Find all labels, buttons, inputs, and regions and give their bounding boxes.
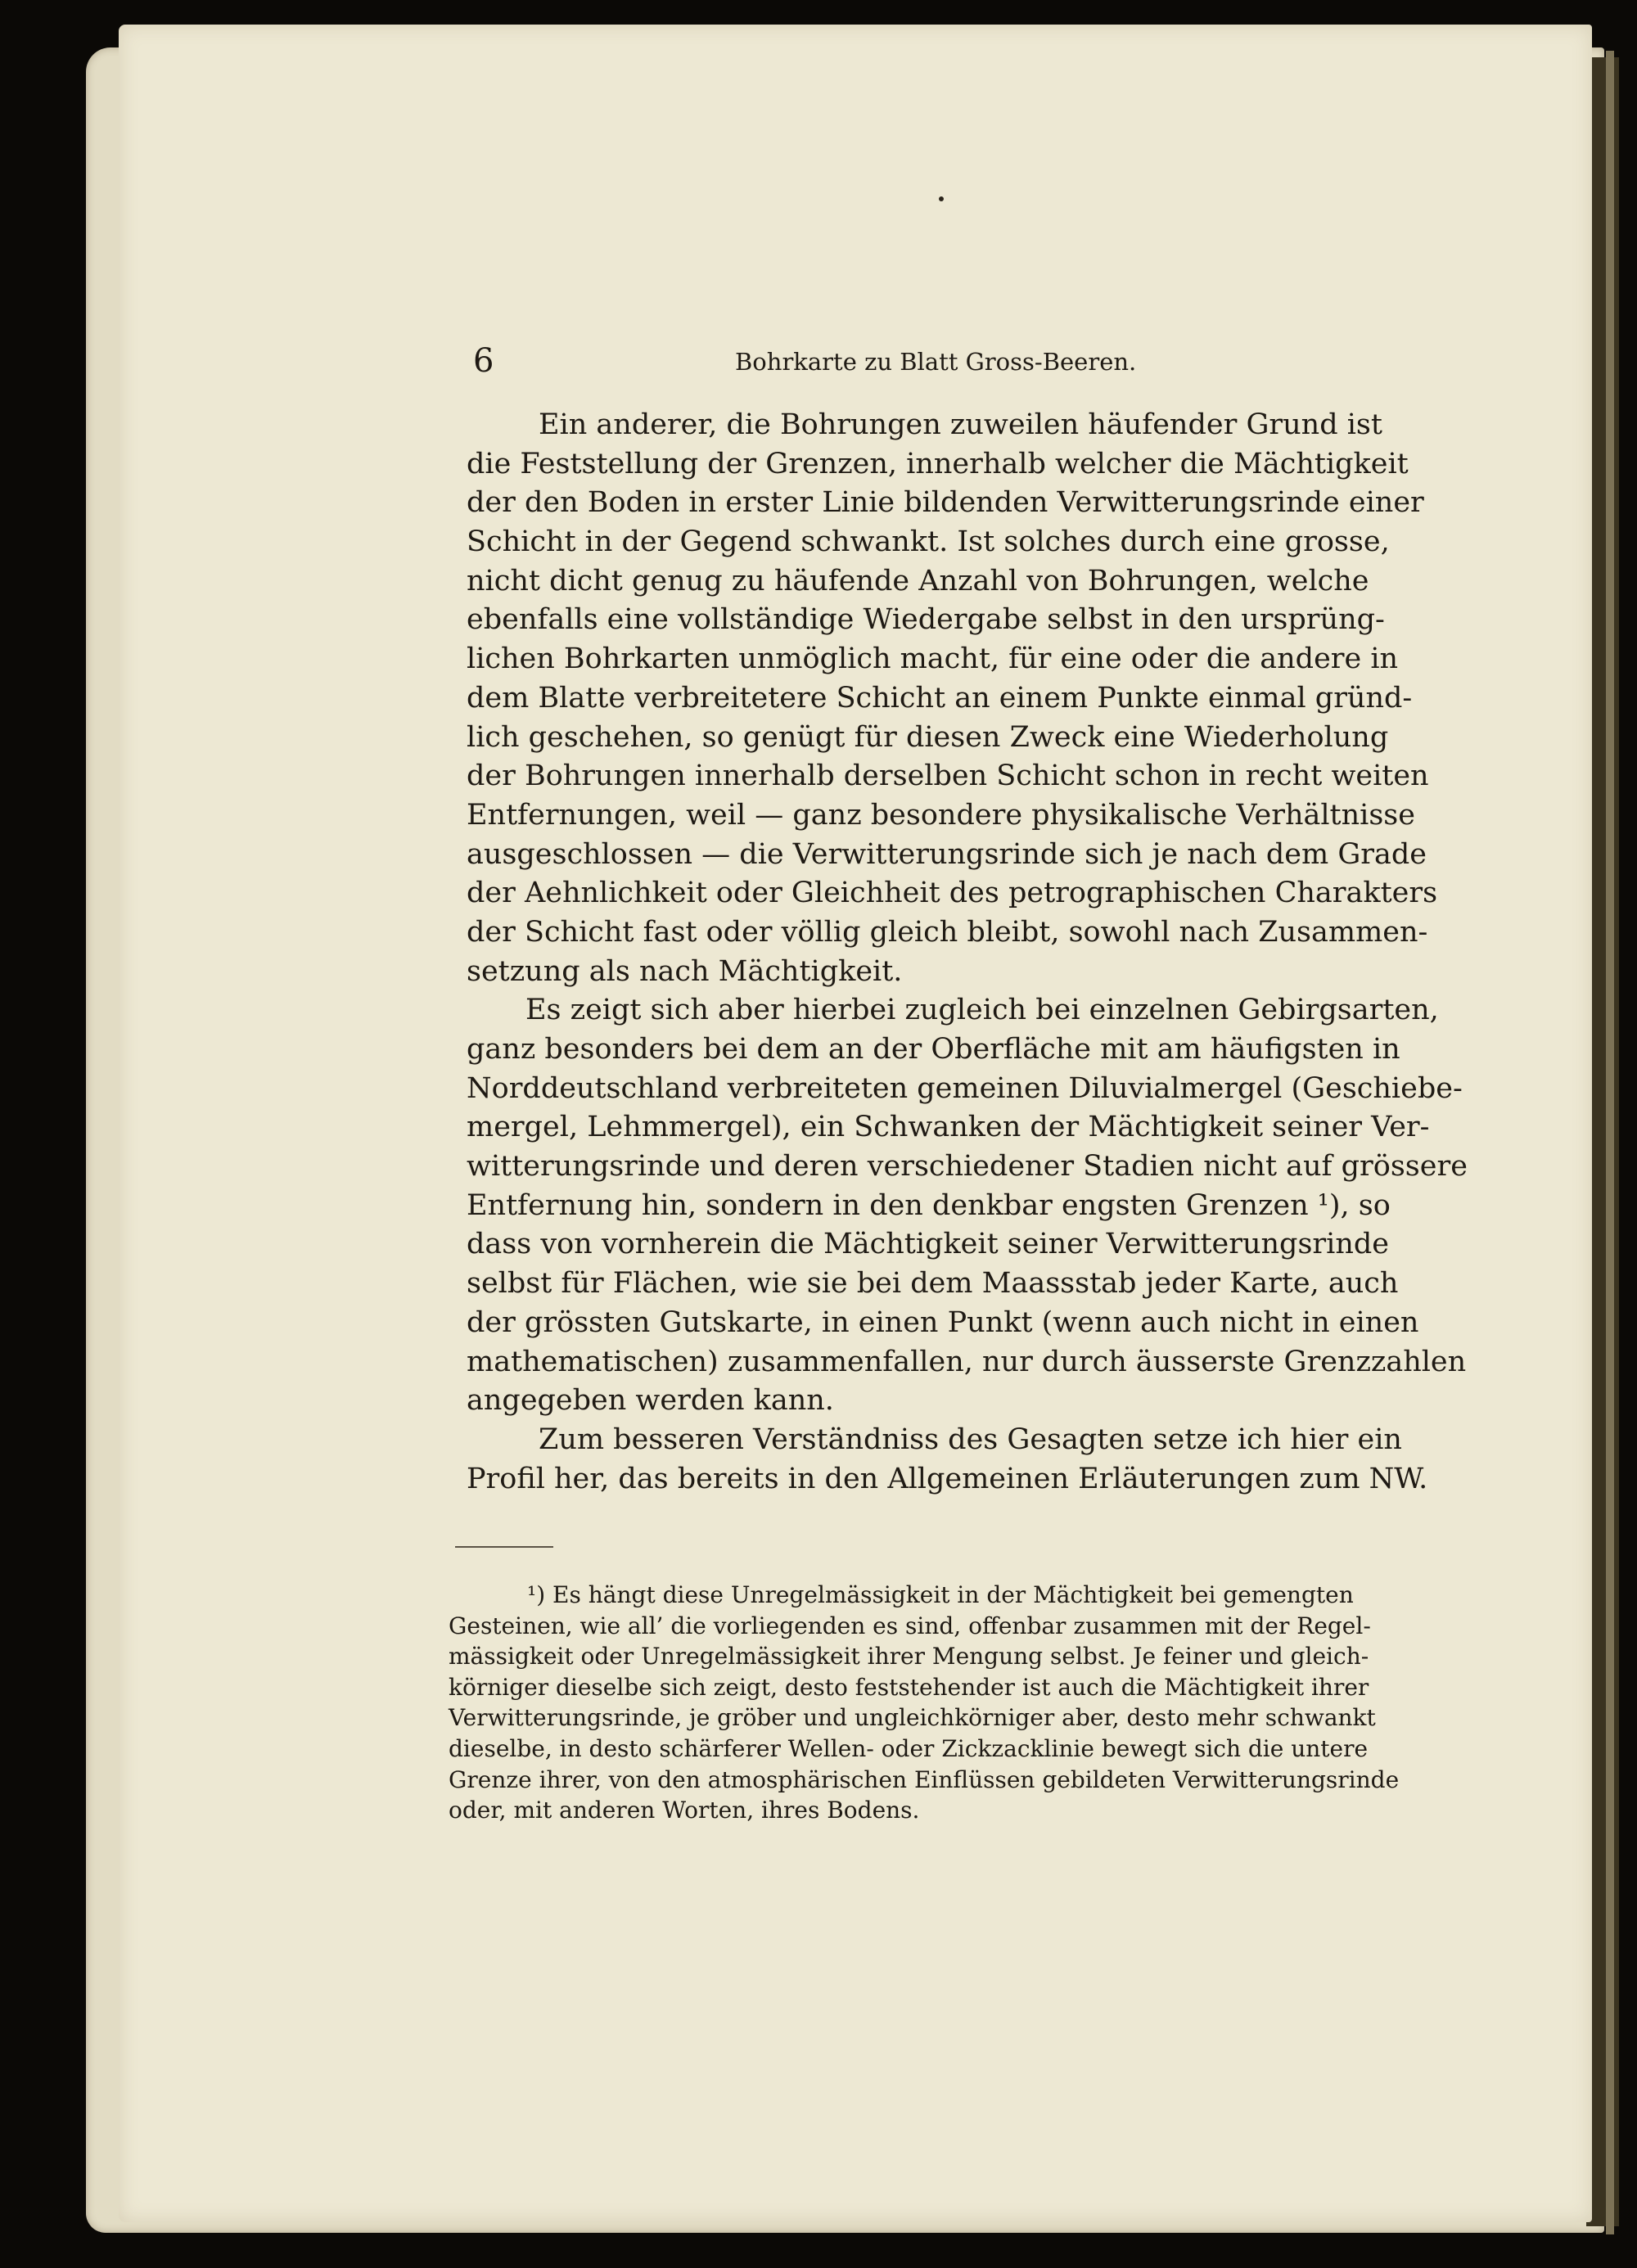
text-line: Zum besseren Verständniss des Gesagten setze ich hier ein — [539, 1423, 1402, 1456]
footnote-line: mässigkeit oder Unregelmässigkeit ihrer Mengung selbst. Je feiner und gleich- — [449, 1643, 1369, 1671]
footnote-line: Grenze ihrer, von den atmosphärischen Einflüssen gebildeten Verwitterungsrinde — [449, 1765, 1400, 1793]
text-line: lichen Bohrkarten unmöglich macht, für eine oder die andere in — [467, 643, 1399, 676]
text-line: lich geschehen, so genügt für diesen Zweck eine Wiederholung — [467, 720, 1389, 754]
text-line: die Feststellung der Grenzen, innerhalb welcher die Mächtigkeit — [467, 447, 1409, 480]
footnote-line: dieselbe, in desto schärferer Wellen- oder Zickzacklinie bewegt sich die untere — [449, 1734, 1369, 1762]
text-line: selbst für Flächen, wie sie bei dem Maassstab jeder Karte, auch — [467, 1267, 1399, 1301]
footnote — [449, 1580, 1400, 1826]
text-line: setzung als nach Mächtigkeit. — [467, 954, 903, 988]
text-line: der grössten Gutskarte, in einen Punkt (wenn auch nicht in einen — [467, 1305, 1419, 1339]
text-line: Es zeigt sich aber hierbei zugleich bei einzelnen Gebirgsarten, — [525, 994, 1439, 1027]
text-line: der den Boden in erster Linie bildenden Verwitterungsrinde einer — [467, 486, 1424, 520]
text-line: nicht dicht genug zu häufende Anzahl von Bohrungen, welche — [467, 564, 1369, 597]
running-head: Bohrkarte zu Blatt Gross-Beeren. — [735, 348, 1137, 376]
text-line: Profil her, das bereits in den Allgemeinen Erläuterungen zum NW. — [467, 1462, 1428, 1495]
text-line: dem Blatte verbreitetere Schicht an einem Punkte einmal gründ- — [467, 681, 1413, 715]
text-line: dass von vornherein die Mächtigkeit seiner Verwitterungsrinde — [467, 1228, 1390, 1261]
paper-speck — [939, 196, 944, 201]
text-line: Entfernungen, weil — ganz besondere physikalische Verhältnisse — [467, 798, 1415, 832]
body-text — [467, 406, 1468, 1499]
page-number: 6 — [473, 342, 494, 380]
footnote-line: körniger dieselbe sich zeigt, desto feststehender ist auch die Mächtigkeit ihrer — [449, 1673, 1369, 1701]
text-line: angegeben werden kann. — [467, 1384, 834, 1418]
text-line: der Aehnlichkeit oder Gleichheit des petrographischen Charakters — [467, 877, 1438, 910]
text-line: Ein anderer, die Bohrungen zuweilen häufender Grund ist — [539, 408, 1382, 441]
text-line: Entfernung hin, sondern in den denkbar engsten Grenzen ¹), so — [467, 1188, 1391, 1222]
text-line: Norddeutschland verbreiteten gemeinen Diluvialmergel (Geschiebe- — [467, 1071, 1463, 1105]
text-line: witterungsrinde und deren verschiedener Stadien nicht auf grössere — [467, 1150, 1468, 1184]
text-line: mathematischen) zusammenfallen, nur durch äusserste Grenzzahlen — [467, 1345, 1467, 1378]
footnote-line: Verwitterungsrinde, je gröber und ungleichkörniger aber, desto mehr schwankt — [449, 1704, 1376, 1732]
text-line: der Schicht fast oder völlig gleich bleibt, sowohl nach Zusammen- — [467, 915, 1428, 949]
text-line: Schicht in der Gegend schwankt. Ist solches durch eine grosse, — [467, 525, 1390, 559]
text-line: der Bohrungen innerhalb derselben Schicht schon in recht weiten — [467, 760, 1429, 793]
text-line: ebenfalls eine vollständige Wiedergabe selbst in den ursprüng- — [467, 603, 1385, 637]
footnote-rule — [455, 1546, 553, 1548]
text-line: ausgeschlossen — die Verwitterungsrinde sich je nach dem Grade — [467, 837, 1427, 871]
footnote-line: oder, mit anderen Worten, ihres Bodens. — [449, 1797, 920, 1824]
facing-page-edge — [1606, 51, 1614, 2234]
footnote-line: Gesteinen, wie all’ die vorliegenden es sind, offenbar zusammen mit der Regel- — [449, 1612, 1371, 1639]
text-line: ganz besonders bei dem an der Oberfläche mit am häufigsten in — [467, 1033, 1400, 1066]
text-line: mergel, Lehmmergel), ein Schwanken der Mächtigkeit seiner Ver- — [467, 1111, 1430, 1144]
footnote-line: ¹) Es hängt diese Unregelmässigkeit in der Mächtigkeit bei gemengten — [527, 1581, 1354, 1608]
